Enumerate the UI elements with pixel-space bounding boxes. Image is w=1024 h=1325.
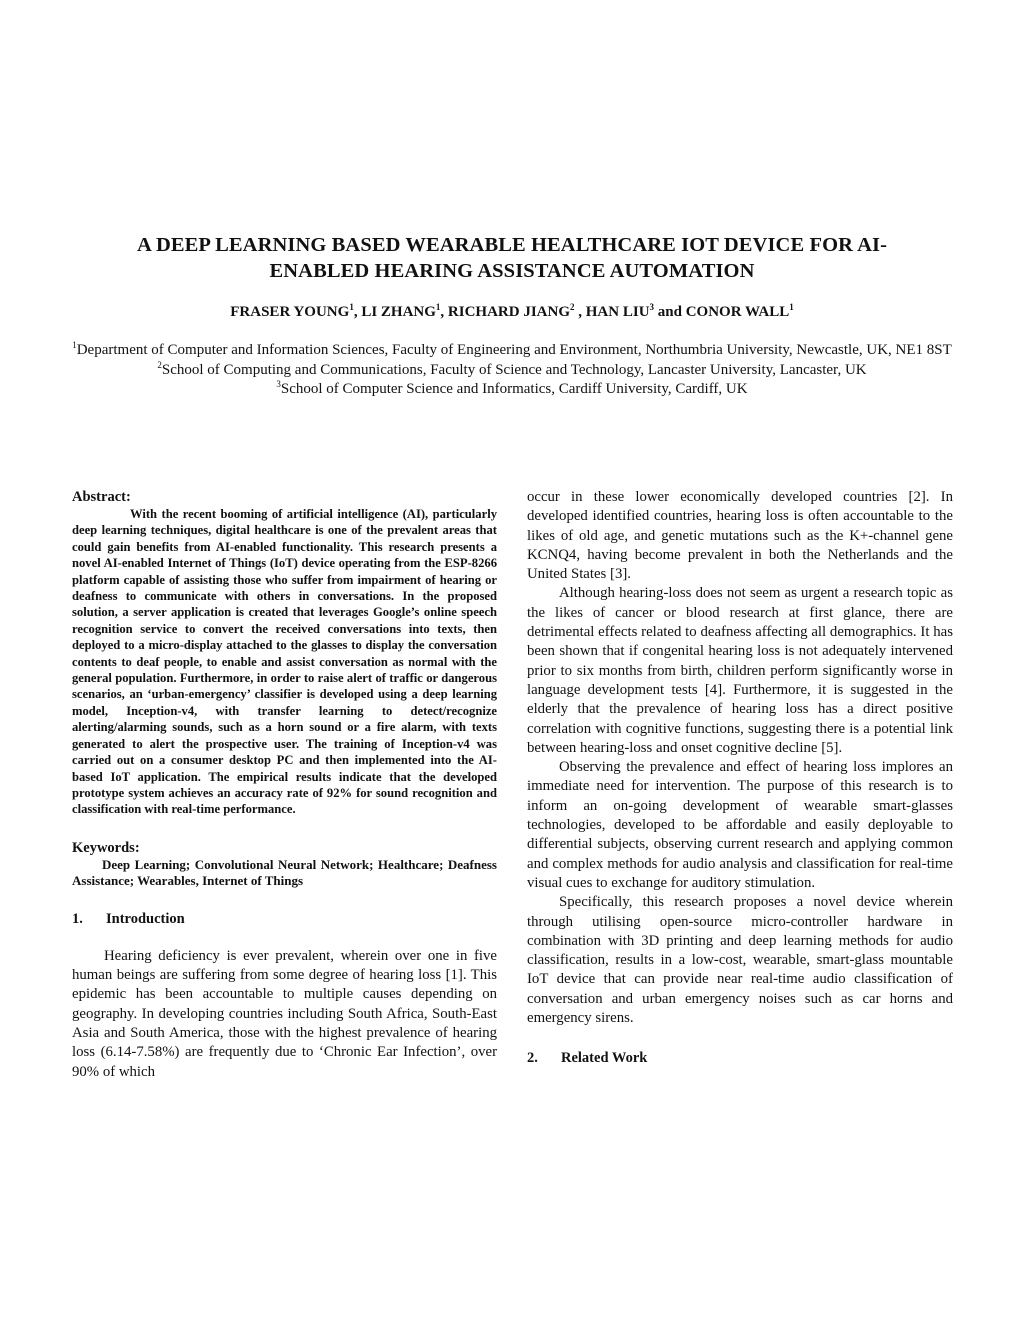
- section-number: 1.: [72, 910, 83, 927]
- affiliation-text: Department of Computer and Information Sciences, Faculty of Engineering and Environment, Northumbria University, Newcastle, UK, NE1 8ST: [76, 342, 952, 358]
- author-separator: ,: [353, 304, 362, 320]
- affiliation-mark: 1: [72, 340, 77, 350]
- right-column: [527, 488, 953, 1067]
- author-name: HAN LIU: [585, 304, 650, 320]
- affiliation: [60, 380, 964, 400]
- author-affil-mark: 1: [435, 302, 441, 312]
- affiliation-mark: 3: [276, 379, 281, 389]
- affiliation-mark: 2: [157, 359, 162, 370]
- author-name: RICHARD JIANG: [447, 304, 571, 320]
- affiliation-text: School of Computing and Communications, Faculty of Science and Technology, Lancaster University, Lancaster, UK: [161, 361, 867, 378]
- affiliation: [60, 361, 964, 381]
- section-title: Related Work: [561, 1050, 648, 1067]
- related-work-heading: [527, 1049, 953, 1067]
- section-title: Introduction: [106, 910, 185, 927]
- affiliation: [60, 341, 964, 361]
- affiliation-text: School of Computer Science and Informatics, Cardiff University, Cardiff, UK: [280, 381, 748, 397]
- keywords-text: Deep Learning; Convolutional Neural Network; Healthcare; Deafness Assistance; Wearables, Internet of Things: [72, 856, 497, 889]
- paper-title: [70, 232, 954, 284]
- author-name: FRASER YOUNG: [230, 304, 350, 320]
- abstract-heading: Abstract:: [72, 489, 131, 505]
- left-column: [72, 488, 497, 1082]
- title-line-2: ENABLED HEARING ASSISTANCE AUTOMATION: [269, 260, 755, 282]
- author-name: CONOR WALL: [685, 304, 790, 320]
- author-affil-mark: 3: [649, 302, 655, 312]
- section-number: 2.: [527, 1050, 538, 1067]
- author-affil-mark: 1: [349, 302, 354, 312]
- author-separator: ,: [440, 304, 448, 320]
- intro-paragraph-1: Hearing deficiency is ever prevalent, wherein over one in five human beings are suffering from some degree of hearing loss [1]. This epidemic has been accountable to multiple causes depending on geography. In developing countries including South Africa, South-East Asia and South America, those with the highest prevalence of hearing loss (6.14-7.58%) are frequently due to ‘Chronic Ear Infection’, over 90% of which: [72, 947, 497, 1080]
- intro-paragraph-4: Specifically, this research proposes a novel device wherein through utilising open-source micro-controller hardware in combination with 3D printing and deep learning methods for audio classification, results in a low-cost, wearable, smart-glass mountable IoT device that can provide near real-time audio classification of conversation and urban emergency noises such as car horns and emergency sirens.: [527, 894, 953, 1027]
- affiliation-list: [60, 341, 964, 400]
- intro-paragraph-2: Although hearing-loss does not seem as urgent a research topic as the likes of cancer or blood research at first glance, there are detrimental effects related to deafness affecting all demographics. It has been shown that if congenital hearing loss is not adequately intervened prior to six months from birth, children perform significantly worse in language development tests [4]. Furthermore, it is suggested in the elderly that the prevalence of hearing loss has a direct positive correlation with cognitive functions, suggesting there is a potential link between hearing-loss and onset cognitive decline [5].: [527, 585, 953, 756]
- author-name: LI ZHANG: [361, 304, 436, 320]
- author-affil-mark: 2: [570, 302, 575, 312]
- author-separator: ,: [574, 304, 586, 320]
- title-line-1: A DEEP LEARNING BASED WEARABLE HEALTHCARE IOT DEVICE FOR AI-: [136, 234, 888, 256]
- author-separator: and: [654, 304, 686, 320]
- intro-heading: [72, 910, 497, 928]
- intro-paragraph-1-continued: occur in these lower economically developed countries [2]. In developed identified countries, hearing loss is often accountable to the likes of old age, and genetic mutations such as the K+-channel gene KCNQ4, having become prevalent in both the Netherlands and the United States [3].: [527, 489, 953, 583]
- keywords-heading: Keywords:: [72, 839, 140, 856]
- abstract-text: With the recent booming of artificial intelligence (AI), particularly deep learning techniques, digital healthcare is one of the prevalent areas that could gain benefits from AI-enabled functionality. This research presents a novel AI-enabled Internet of Things (IoT) device operating from the ESP-8266 platform capable of assisting those who suffer from impairment of hearing or deafness to communicate with others in conversations. In the proposed solution, a server application is created that leverages Google’s online speech recognition service to convert the received conversations into texts, then deployed to a micro-display attached to the glasses to display the conversation contents to deaf people, to enable and assist conversation as normal with the general population. Furthermore, in order to raise alert of traffic or dangerous scenarios, an ‘urban-emergency’ classifier is developed using a deep learning model, Inception-v4, with transfer learning to detect/recognize alerting/alarming sounds, such as a horn sound or a fire alarm, with texts generated to alert the prospective user. The training of Inception-v4 was carried out on a consumer desktop PC and then implemented into the AI-based IoT application. The empirical results indicate that the developed prototype system achieves an accuracy rate of 92% for sound recognition and classification with real-time performance.: [72, 507, 497, 817]
- author-list: [60, 302, 964, 322]
- author-affil-mark: 1: [789, 302, 794, 312]
- intro-paragraph-3: Observing the prevalence and effect of hearing loss implores an immediate need for intervention. The purpose of this research is to inform an on-going development of wearable smart-glasses technologies, developed to be affordable and easily deployable to differential subjects, observing current research and applying common and complex methods for audio analysis and classification for real-time visual cues to exchange for auditory stimulation.: [527, 759, 953, 891]
